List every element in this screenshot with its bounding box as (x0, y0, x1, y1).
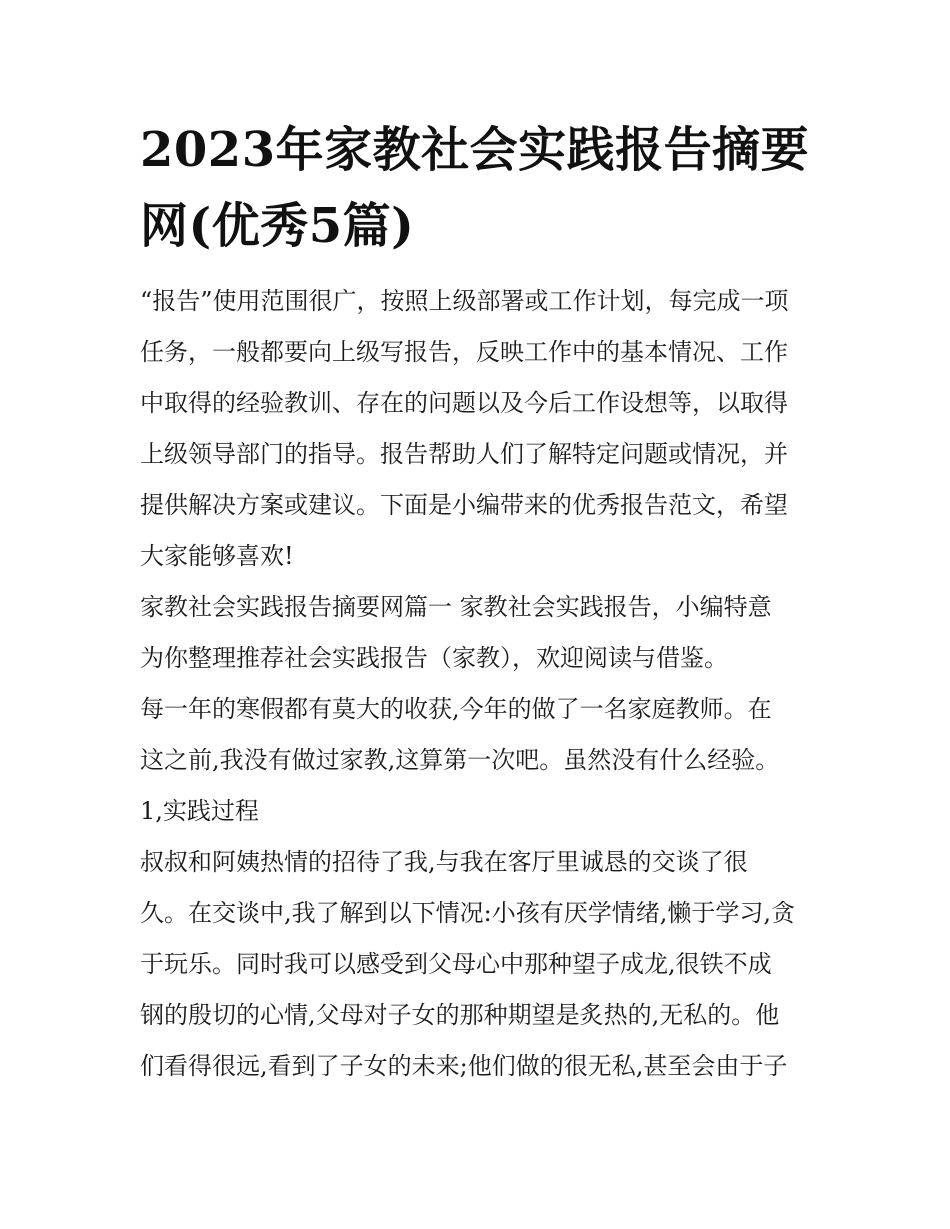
document-body (140, 276, 820, 1092)
document-title (140, 112, 820, 264)
section-heading: 1,实践过程 (140, 797, 259, 825)
body-line: 久。在交谈中,我了解到以下情况:小孩有厌学情绪,懒于学习,贪 (140, 899, 795, 927)
title-line-2: 网(优秀5篇) (140, 198, 415, 254)
body-line: 中取得的经验教训、存在的问题以及今后工作设想等，以取得 (140, 389, 788, 417)
body-line: 们看得很远,看到了子女的未来;他们做的很无私,甚至会由于子 (140, 1052, 788, 1080)
body-line: 这之前,我没有做过家教,这算第一次吧。虽然没有什么经验。 (140, 746, 780, 774)
body-line: 每一年的寒假都有莫大的收获,今年的做了一名家庭教师。在 (140, 695, 772, 723)
title-line-1: 2023年家教社会实践报告摘要 (140, 122, 810, 178)
body-line: 大家能够喜欢! (140, 542, 294, 570)
body-line: 于玩乐。同时我可以感受到父母心中那种望子成龙,很铁不成 (140, 950, 772, 978)
body-line: 上级领导部门的指导。报告帮助人们了解特定问题或情况，并 (140, 440, 788, 468)
body-line: 钢的殷切的心情,父母对子女的那种期望是炙热的,无私的。他 (140, 1001, 780, 1029)
body-line: 任务，一般都要向上级写报告，反映工作中的基本情况、工作 (140, 338, 788, 366)
body-line: 家教社会实践报告摘要网篇一 家教社会实践报告，小编特意 (140, 593, 772, 621)
body-line: 提供解决方案或建议。下面是小编带来的优秀报告范文，希望 (140, 491, 788, 519)
body-line: “报告”使用范围很广，按照上级部署或工作计划，每完成一项 (140, 287, 789, 315)
body-line: 为你整理推荐社会实践报告（家教），欢迎阅读与借鉴。 (140, 644, 728, 672)
body-line: 叔叔和阿姨热情的招待了我,与我在客厅里诚恳的交谈了很 (140, 848, 748, 876)
